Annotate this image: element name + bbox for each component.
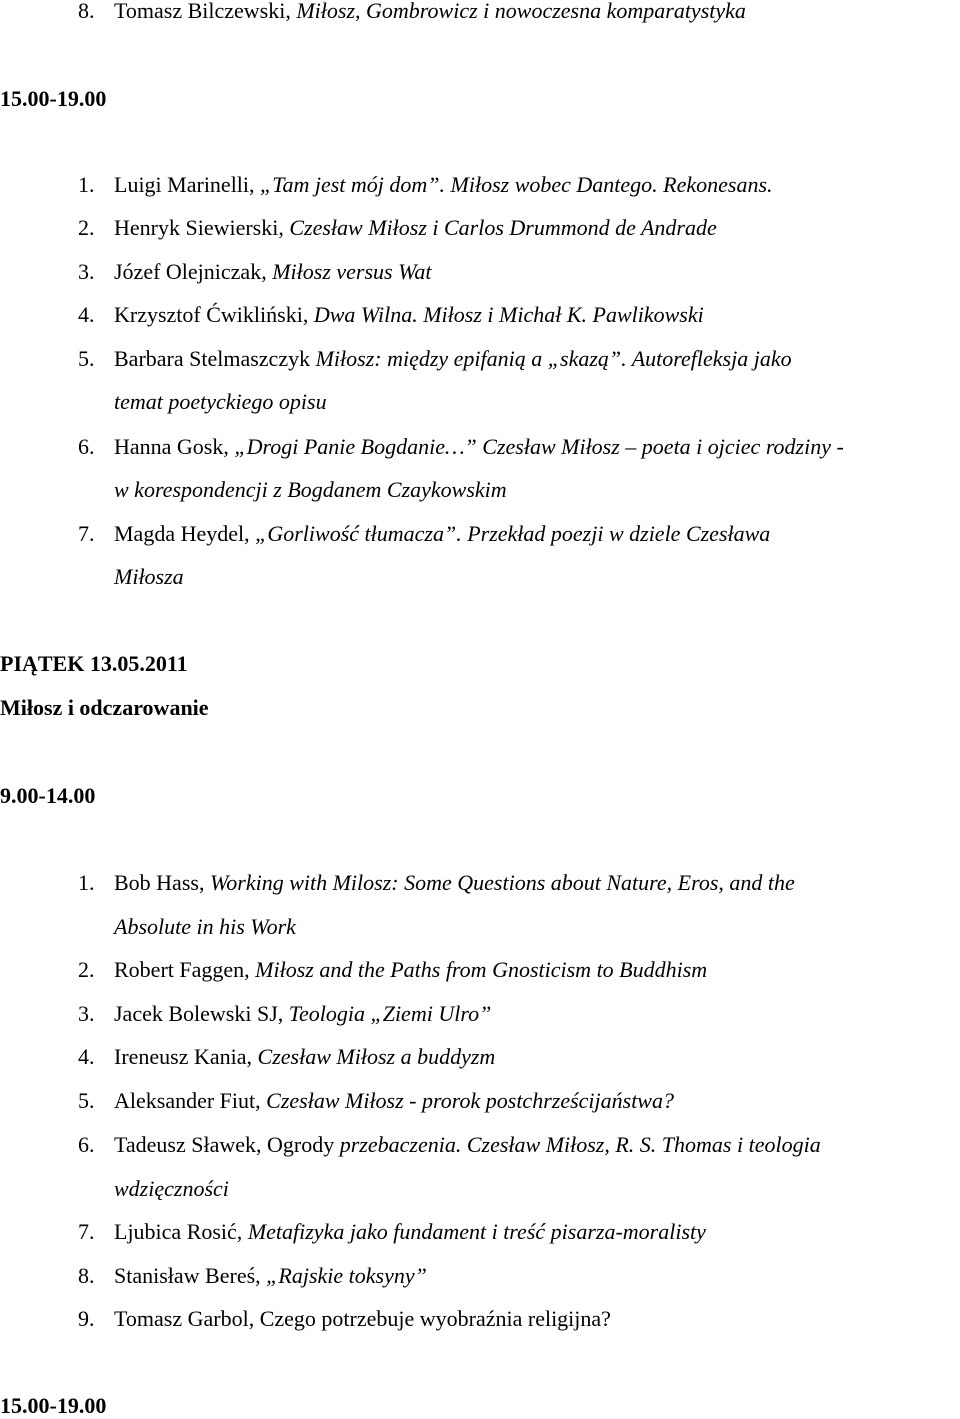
item-title: przebaczenia. Czesław Miłosz, R. S. Thomas i teologia: [339, 1132, 821, 1157]
item-number: 2.: [78, 957, 95, 982]
item-number: 5.: [78, 346, 95, 371]
item-number: 7.: [78, 1219, 95, 1244]
item-title: Working with Milosz: Some Questions about Nature, Eros, and the: [209, 870, 795, 895]
item-title-continuation: [114, 389, 944, 415]
item-number: 7.: [78, 521, 95, 546]
list-item: [78, 215, 928, 241]
list-item: [78, 302, 928, 328]
item-number: 6.: [78, 434, 95, 459]
list-item: [78, 1306, 928, 1332]
item-title: „Tam jest mój dom”. Miłosz wobec Dantego. Rekonesans.: [260, 172, 773, 197]
item-author: Henryk Siewierski,: [114, 215, 290, 240]
item-number: 3.: [78, 259, 95, 284]
item-title: Miłosz versus Wat: [272, 259, 432, 284]
item-number: 3.: [78, 1001, 95, 1026]
day-heading: PIĄTEK 13.05.2011: [0, 651, 188, 676]
session-time: 15.00-19.00: [0, 1393, 107, 1418]
item-number: 8.: [78, 0, 95, 23]
list-item: [78, 434, 928, 460]
list-item: [78, 1263, 928, 1289]
item-title: wdzięczności: [114, 1176, 229, 1201]
item-author: Hanna Gosk,: [114, 434, 235, 459]
item-number: 1.: [78, 172, 95, 197]
item-author: Tomasz Bilczewski,: [114, 0, 297, 23]
item-author: Magda Heydel,: [114, 521, 256, 546]
item-title: Miłosz: między epifanią a „skazą”. Autorefleksja jako: [315, 346, 792, 371]
item-number: 8.: [78, 1263, 95, 1288]
list-item: [78, 1132, 928, 1158]
item-number: 6.: [78, 1132, 95, 1157]
session-time: 15.00-19.00: [0, 86, 107, 111]
item-title: Czesław Miłosz a buddyzm: [257, 1044, 496, 1069]
item-author: Ireneusz Kania,: [114, 1044, 258, 1069]
item-title-continuation: [114, 914, 944, 940]
item-title: „Gorliwość tłumacza”. Przekład poezji w dziele Czesława: [255, 521, 771, 546]
item-title: „Drogi Panie Bogdanie…” Czesław Miłosz – poeta i ojciec rodziny -: [234, 434, 844, 459]
item-author: Józef Olejniczak,: [114, 259, 273, 284]
item-title: Czesław Miłosz - prorok postchrześcijaństwa?: [266, 1088, 674, 1113]
list-item: [78, 259, 928, 285]
item-number: 1.: [78, 870, 95, 895]
item-title-continuation: [114, 564, 944, 590]
item-author: Ljubica Rosić,: [114, 1219, 248, 1244]
item-author: Aleksander Fiut,: [114, 1088, 267, 1113]
item-title: Dwa Wilna. Miłosz i Michał K. Pawlikowski: [313, 302, 704, 327]
item-title: Miłosza: [114, 564, 184, 589]
item-title: Teologia „Ziemi Ulro”: [288, 1001, 492, 1026]
item-number: 4.: [78, 1044, 95, 1069]
item-title: w korespondencji z Bogdanem Czaykowskim: [114, 477, 507, 502]
list-item: [78, 521, 928, 547]
item-author: Krzysztof Ćwikliński,: [114, 302, 314, 327]
item-number: 4.: [78, 302, 95, 327]
item-title: Absolute in his Work: [114, 914, 296, 939]
list-item: [78, 957, 928, 983]
item-author: Tadeusz Sławek, Ogrody: [114, 1132, 340, 1157]
list-item: [78, 870, 928, 896]
item-author: Bob Hass,: [114, 870, 210, 895]
item-number: 9.: [78, 1306, 95, 1331]
list-item: [78, 1001, 928, 1027]
list-item: [78, 346, 928, 372]
item-title: Czesław Miłosz i Carlos Drummond de Andrade: [289, 215, 717, 240]
item-author: Stanisław Bereś,: [114, 1263, 267, 1288]
item-title: temat poetyckiego opisu: [114, 389, 327, 414]
session-time: 9.00-14.00: [0, 783, 96, 808]
item-author: Jacek Bolewski SJ,: [114, 1001, 289, 1026]
list-item: [78, 0, 928, 24]
list-item: [78, 1088, 928, 1114]
item-author: Robert Faggen,: [114, 957, 256, 982]
list-item: [78, 1219, 928, 1245]
item-number: 2.: [78, 215, 95, 240]
item-author: Luigi Marinelli,: [114, 172, 261, 197]
item-title-continuation: [114, 1176, 944, 1202]
list-item: [78, 172, 928, 198]
item-number: 5.: [78, 1088, 95, 1113]
item-author: Barbara Stelmaszczyk: [114, 346, 316, 371]
item-title: Miłosz and the Paths from Gnosticism to Buddhism: [255, 957, 708, 982]
list-item: [78, 1044, 928, 1070]
item-title: „Rajskie toksyny”: [266, 1263, 427, 1288]
item-author: Tomasz Garbol, Czego potrzebuje wyobraźnia religijna?: [114, 1306, 611, 1331]
item-title: Metafizyka jako fundament i treść pisarza-moralisty: [247, 1219, 706, 1244]
item-title: Miłosz, Gombrowicz i nowoczesna komparatystyka: [296, 0, 746, 23]
day-theme: Miłosz i odczarowanie: [0, 695, 209, 720]
item-title-continuation: [114, 477, 944, 503]
